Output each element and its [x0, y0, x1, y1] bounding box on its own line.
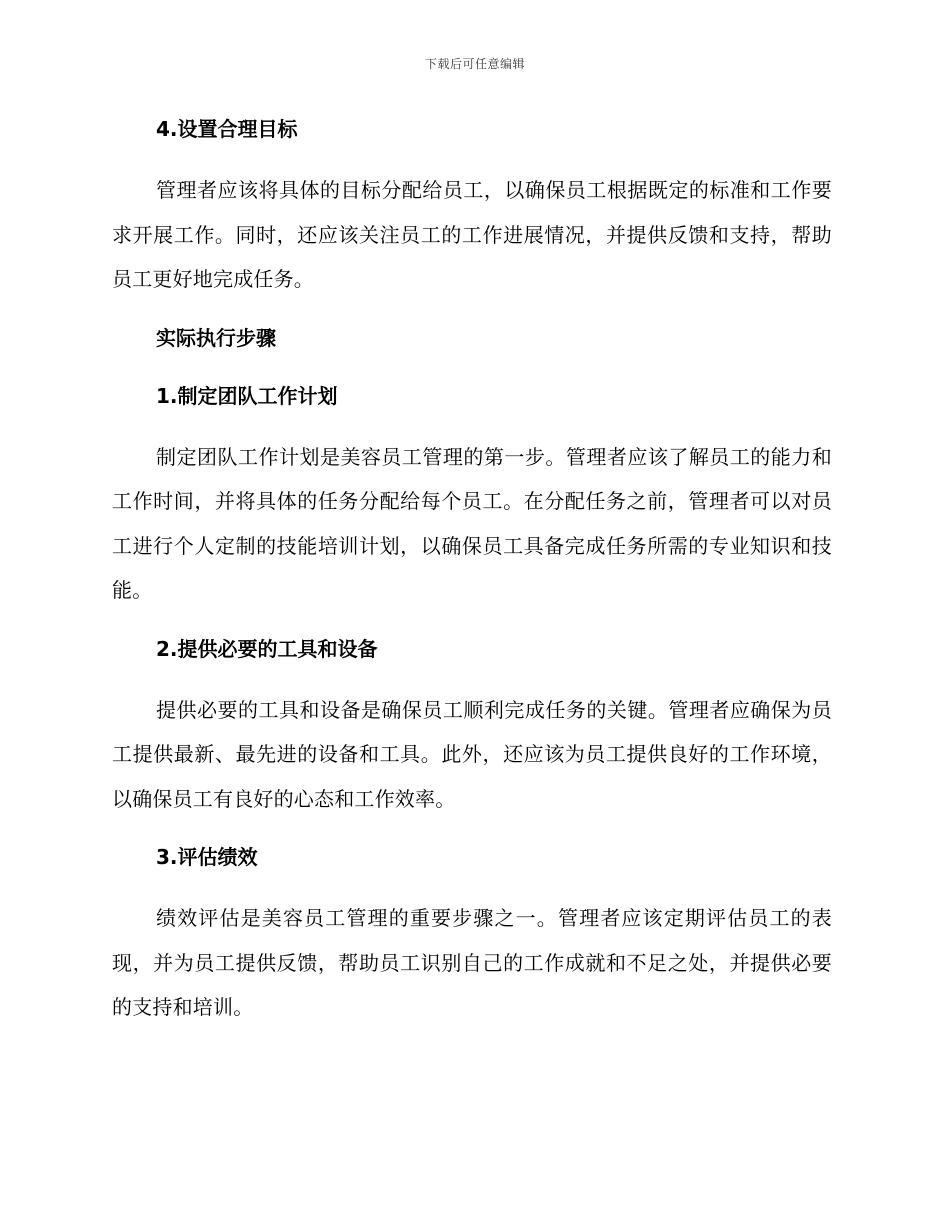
page-header: 下载后可任意编辑 — [424, 57, 525, 71]
section-heading: 2.提供必要的工具和设备 — [156, 636, 378, 661]
section-tools-equipment — [112, 630, 832, 839]
section-performance-review — [112, 838, 832, 1030]
section-heading: 实际执行步骤 — [156, 325, 276, 350]
section-team-plan — [112, 377, 832, 630]
document-body — [112, 110, 832, 1030]
section-paragraph: 制定团队工作计划是美容员工管理的第一步。管理者应该了解员工的能力和工作时间，并将具体的任务分配给每个员工。在分配任务之前，管理者可以对员工进行个人定制的技能培训计划，以确保员工具备完成任务所需的专业知识和技能。 — [112, 444, 832, 602]
section-paragraph: 管理者应该将具体的目标分配给员工，以确保员工根据既定的标准和工作要求开展工作。同时，还应该关注员工的工作进展情况，并提供反馈和支持，帮助员工更好地完成任务。 — [112, 178, 832, 291]
section-paragraph: 提供必要的工具和设备是确保员工顺利完成任务的关键。管理者应确保为员工提供最新、最先进的设备和工具。此外，还应该为员工提供良好的工作环境，以确保员工有良好的心态和工作效率。 — [112, 697, 832, 811]
section-heading: 3.评估绩效 — [156, 845, 258, 869]
section-heading: 4.设置合理目标 — [156, 117, 298, 141]
section-heading: 1.制定团队工作计划 — [156, 383, 338, 408]
section-paragraph: 绩效评估是美容员工管理的重要步骤之一。管理者应该定期评估员工的表现，并为员工提供反馈，帮助员工识别自己的工作成就和不足之处，并提供必要的支持和培训。 — [112, 906, 832, 1019]
section-set-goals — [112, 110, 832, 319]
section-execution-steps — [112, 319, 832, 377]
